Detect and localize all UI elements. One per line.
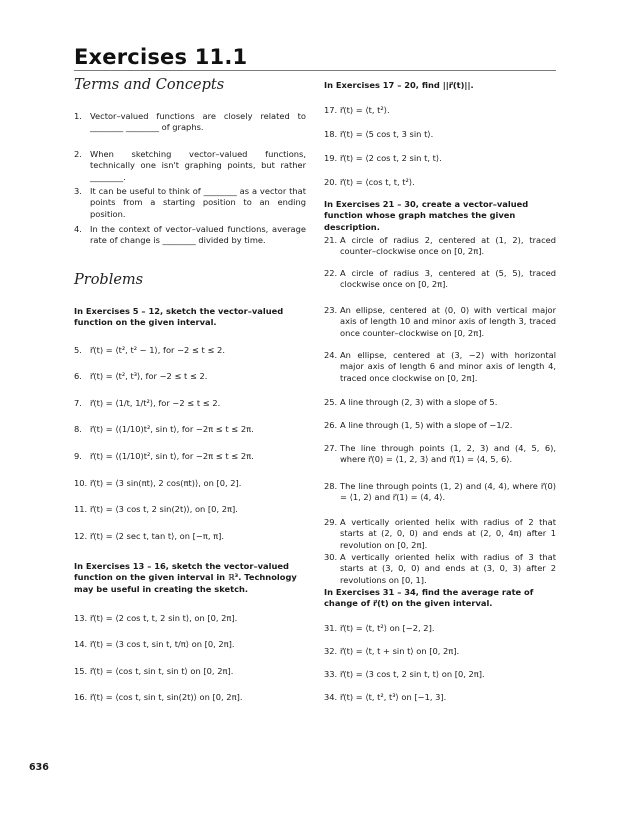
instructions-ex21-30: In Exercises 21 – 30, create a vector–valued function whose graph matches the given description. — [324, 199, 529, 232]
exercise-text: A vertically oriented helix with radius of 3 that starts at (3, 0, 0) and ends at (3, 0, 3) after 2 revolutions on [0, 1]. — [340, 552, 556, 585]
exercise-text: r⃗(t) = ⟨(1/10)t², sin t⟩, for −2π ≤ t ≤ 2π. — [90, 451, 254, 461]
exercise-text: Vector–valued functions are closely related to ________ ________ of graphs. — [90, 111, 306, 133]
exercise-text: r⃗(t) = ⟨t, t²⟩ on [−2, 2]. — [340, 623, 435, 633]
exercise-text: r⃗(t) = ⟨(1/10)t², sin t⟩, for −2π ≤ t ≤ 2π. — [90, 424, 254, 434]
exercise-number: 34. — [324, 692, 338, 702]
exercise-text: r⃗(t) = ⟨cos t, t, t²⟩. — [340, 177, 415, 187]
exercise-number: 14. — [74, 639, 88, 649]
exercise-number: 22. — [324, 268, 338, 278]
exercise-number: 18. — [324, 129, 338, 139]
exercise-text: r⃗(t) = ⟨2 cos t, t, 2 sin t⟩, on [0, 2π]. — [90, 613, 238, 623]
exercise-number: 25. — [324, 397, 338, 407]
exercise-text: r⃗(t) = ⟨cos t, sin t, sin(2t)⟩ on [0, 2π]. — [90, 692, 243, 702]
exercise-number: 19. — [324, 153, 338, 163]
exercise-number: 29. — [324, 517, 338, 527]
left-column — [74, 0, 306, 815]
exercise-number: 23. — [324, 305, 338, 315]
exercise-number: 10. — [74, 478, 88, 488]
exercise-text: r⃗(t) = ⟨5 cos t, 3 sin t⟩. — [340, 129, 434, 139]
exercise-text: r⃗(t) = ⟨3 cos t, 2 sin t, t⟩ on [0, 2π]. — [340, 669, 485, 679]
exercise-text: A vertically oriented helix with radius of 2 that starts at (2, 0, 0) and ends at (2, 0, 4π) after 1 revolution on [0, 2π]. — [340, 517, 556, 550]
instructions-ex13-16: In Exercises 13 – 16, sketch the vector–valued function on the given interval in ℝ³. Technology may be useful in creating the sketch. — [74, 561, 297, 594]
exercise-number: 11. — [74, 504, 88, 514]
exercise-number: 33. — [324, 669, 338, 679]
exercise-text: A line through (2, 3) with a slope of 5. — [340, 397, 498, 407]
exercise-text: r⃗(t) = ⟨t, t + sin t⟩ on [0, 2π]. — [340, 646, 460, 656]
right-column — [324, 0, 556, 815]
exercise-text: r⃗(t) = ⟨t, t², t³⟩ on [−1, 3]. — [340, 692, 447, 702]
exercise-number: 20. — [324, 177, 338, 187]
instructions-ex31-34: In Exercises 31 – 34, find the average rate of change of r⃗(t) on the given interval. — [324, 587, 534, 609]
exercise-number: 17. — [324, 105, 338, 115]
exercise-text: In the context of vector–valued functions, average rate of change is ________ divided by time. — [90, 224, 306, 246]
section-heading-concepts: Terms and Concepts — [74, 77, 225, 93]
exercise-number: 27. — [324, 443, 338, 453]
exercise-number: 8. — [74, 424, 82, 434]
exercise-number: 1. — [74, 111, 82, 121]
exercise-number: 21. — [324, 235, 338, 245]
exercise-text: The line through points (1, 2, 3) and (4, 5, 6), where r⃗(0) = ⟨1, 2, 3⟩ and r⃗(1) = ⟨4, 5, 6⟩. — [340, 443, 556, 465]
exercise-number: 3. — [74, 186, 82, 196]
exercise-text: A circle of radius 3, centered at (5, 5), traced clockwise once on [0, 2π]. — [340, 268, 556, 290]
page-title: Exercises 11.1 — [74, 45, 248, 69]
exercise-text: It can be useful to think of ________ as a vector that points from a starting position to an ending position. — [90, 186, 306, 219]
instructions-ex5-12: In Exercises 5 – 12, sketch the vector–valued function on the given interval. — [74, 306, 284, 328]
exercise-text: r⃗(t) = ⟨2 sec t, tan t⟩, on [−π, π]. — [90, 531, 224, 541]
exercise-number: 9. — [74, 451, 82, 461]
section-heading-problems: Problems — [74, 272, 144, 288]
exercise-number: 12. — [74, 531, 88, 541]
exercise-number: 16. — [74, 692, 88, 702]
exercise-text: The line through points (1, 2) and (4, 4), where r⃗(0) = ⟨1, 2⟩ and r⃗(1) = ⟨4, 4⟩. — [340, 481, 556, 503]
exercise-text: r⃗(t) = ⟨3 cos t, 2 sin(2t)⟩, on [0, 2π]. — [90, 504, 238, 514]
exercise-number: 32. — [324, 646, 338, 656]
exercise-number: 5. — [74, 345, 82, 355]
exercise-text: When sketching vector–valued functions, technically one isn't graphing points, but rather ________. — [90, 149, 306, 182]
exercise-text: r⃗(t) = ⟨cos t, sin t, sin t⟩ on [0, 2π]. — [90, 666, 234, 676]
exercise-text: A line through (1, 5) with a slope of −1/2. — [340, 420, 513, 430]
page-number: 636 — [29, 762, 49, 773]
exercise-text: r⃗(t) = ⟨t, t²⟩. — [340, 105, 390, 115]
exercise-text: r⃗(t) = ⟨3 cos t, sin t, t/π⟩ on [0, 2π]. — [90, 639, 235, 649]
exercise-number: 4. — [74, 224, 82, 234]
exercise-text: An ellipse, centered at (0, 0) with vertical major axis of length 10 and minor axis of length 3, traced once counter–clockwise on [0, 2π]. — [340, 305, 556, 338]
instructions-ex17-20: In Exercises 17 – 20, find ||r⃗(t)||. — [324, 80, 474, 90]
exercise-number: 24. — [324, 350, 338, 360]
exercise-text: A circle of radius 2, centered at (1, 2), traced counter–clockwise once on [0, 2π]. — [340, 235, 556, 257]
exercise-number: 7. — [74, 398, 82, 408]
exercise-number: 31. — [324, 623, 338, 633]
exercise-text: r⃗(t) = ⟨1/t, 1/t²⟩, for −2 ≤ t ≤ 2. — [90, 398, 221, 408]
exercise-text: r⃗(t) = ⟨2 cos t, 2 sin t, t⟩. — [340, 153, 442, 163]
exercise-number: 28. — [324, 481, 338, 491]
exercise-number: 13. — [74, 613, 88, 623]
exercise-number: 6. — [74, 371, 82, 381]
exercise-text: r⃗(t) = ⟨t², t³⟩, for −2 ≤ t ≤ 2. — [90, 371, 208, 381]
exercise-number: 15. — [74, 666, 88, 676]
exercise-text: r⃗(t) = ⟨t², t² − 1⟩, for −2 ≤ t ≤ 2. — [90, 345, 225, 355]
exercise-text: An ellipse, centered at (3, −2) with horizontal major axis of length 6 and minor axis of length 4, traced once clockwise on [0, 2π]. — [340, 350, 556, 383]
exercise-number: 26. — [324, 420, 338, 430]
exercise-text: r⃗(t) = ⟨3 sin(πt), 2 cos(πt)⟩, on [0, 2]. — [90, 478, 242, 488]
exercise-number: 30. — [324, 552, 338, 562]
exercise-number: 2. — [74, 149, 82, 159]
